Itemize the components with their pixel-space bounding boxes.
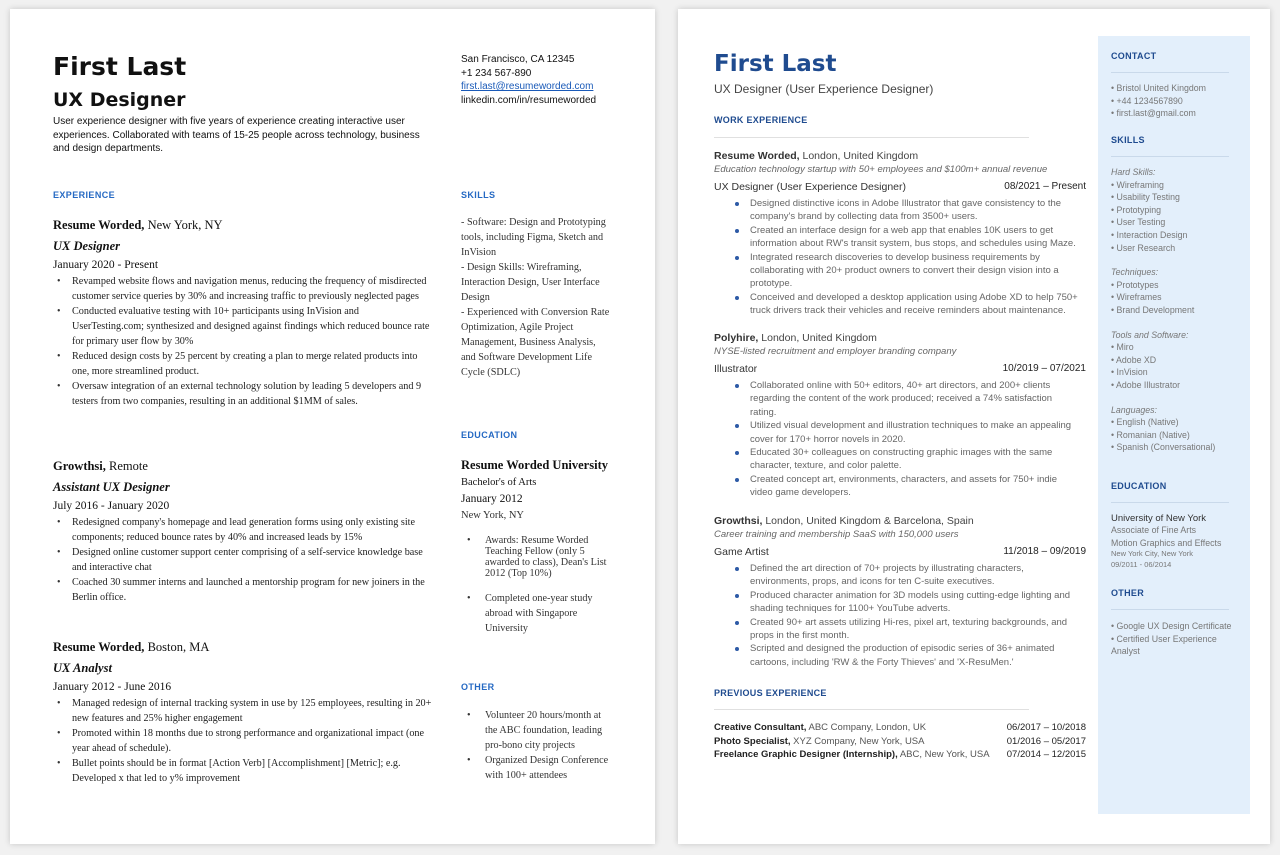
job-bullet: • Coached 30 summer interns and launched a mentorship program for new joiners in the Berlin office.	[53, 575, 433, 605]
previous-dates: 06/2017 – 10/2018	[1006, 722, 1086, 733]
technique-item: • Brand Development	[1111, 304, 1195, 315]
job-location: London, United Kingdom	[758, 332, 877, 344]
sidebar-divider	[1111, 72, 1229, 73]
sidebar-education-block	[1111, 513, 1246, 570]
sidebar-other-item: • Certified User Experience Analyst	[1111, 633, 1217, 657]
job-bullet: Created an interface design for a web app that enables 10K users to get information about RW's transit system, bus stops, and schedules using Maze.	[714, 224, 1086, 251]
job-role-row	[714, 546, 1086, 558]
job-location: London, United Kingdom	[799, 150, 919, 162]
job-entry	[714, 150, 1086, 318]
job-dates: January 2020 - Present	[53, 259, 159, 271]
sidebar-education-heading: EDUCATION	[1111, 481, 1167, 491]
job-company	[714, 150, 1086, 162]
job-bullet: • Revamped website flows and navigation menus, reducing the frequency of misdirected customer service queries by 30% and increasing traffic to previously neglected pages	[53, 274, 433, 304]
previous-experience-row	[714, 721, 1086, 735]
previous-company: XYZ Company, New York, USA	[790, 735, 925, 747]
job-dates: 11/2018 – 09/2019	[1003, 546, 1086, 557]
job-entry	[714, 332, 1086, 500]
other-item: • Organized Design Conference with 100+ attendees	[461, 753, 611, 783]
section-divider	[714, 709, 1029, 710]
job-bullet: Designed distinctive icons in Adobe Illustrator that gave consistency to the company's brand by collecting data from 3500+ users.	[714, 197, 1086, 224]
techniques-label: Techniques:	[1111, 267, 1159, 278]
sidebar-skills-heading: SKILLS	[1111, 135, 1145, 145]
job-company	[714, 515, 1086, 527]
job-role: UX Designer (User Experience Designer)	[714, 181, 906, 193]
skill-item: • Usability Testing	[1111, 192, 1180, 203]
other-heading: OTHER	[461, 682, 495, 692]
job-role: UX Designer	[53, 239, 121, 253]
job-bullets	[53, 696, 433, 786]
skill-item: • User Testing	[1111, 217, 1166, 228]
sidebar-education-school: University of New York	[1111, 513, 1207, 524]
previous-experience-heading: PREVIOUS EXPERIENCE	[714, 688, 827, 698]
job-bullets	[714, 562, 1086, 669]
languages-list	[1111, 416, 1246, 454]
job-bullet: • Managed redesign of internal tracking system in use by 125 employees, resulting in 20+ new features and 25% higher engagement	[53, 696, 433, 726]
candidate-title: UX Designer (User Experience Designer)	[714, 82, 934, 96]
sidebar-divider	[1111, 609, 1229, 610]
job-bullet: • Conducted evaluative testing with 10+ participants using InVision and UserTesting.com; synthesized and designed against findings which reduced bounce rate for primary user flow by 30%	[53, 304, 433, 349]
contact-phone: +1 234 567-890	[461, 67, 532, 79]
hard-skills-label: Hard Skills:	[1111, 167, 1156, 177]
technique-item: • Wireframes	[1111, 292, 1162, 303]
contact-block	[461, 53, 596, 107]
contact-linkedin: linkedin.com/in/resumeworded	[461, 94, 597, 106]
tools-label: Tools and Software:	[1111, 329, 1189, 340]
education-school: Resume Worded University	[461, 458, 608, 472]
skill-item: - Software: Design and Prototyping tools, including Figma, Sketch and InVision	[461, 217, 606, 258]
job-bullet: • Reduced design costs by 25 percent by creating a plan to merge related products into one, more streamlined product.	[53, 349, 433, 379]
tool-item: • Adobe Illustrator	[1111, 379, 1181, 390]
sidebar-education-major: Motion Graphics and Effects	[1111, 537, 1222, 548]
education-date: January 2012	[461, 493, 523, 505]
job-company-name: Growthsi,	[714, 515, 763, 527]
education-items	[461, 535, 611, 636]
language-item: • Spanish (Conversational)	[1111, 442, 1216, 453]
sidebar-skills-block	[1111, 166, 1246, 454]
job-bullets	[53, 515, 433, 605]
hard-skills-list	[1111, 179, 1246, 255]
education-item: • Awards: Resume Worded Teaching Fellow (only 5 awarded to class), Dean's List 2012 (Top 10%)	[461, 535, 611, 579]
job-bullet: • Designed online customer support center comprising of a self-service knowledge base and interactive chat	[53, 545, 433, 575]
job-bullet: • Bullet points should be in format [Action Verb] [Accomplishment] [Metric]; e.g. Developed x that led to y% improvement	[53, 756, 433, 786]
sidebar-education-location: New York City, New York	[1111, 549, 1193, 559]
previous-experience-row	[714, 735, 1086, 749]
job-bullet: Integrated research discoveries to develop business requirements by collaborating with 20+ product owners to convert their design vision into a prototype.	[714, 251, 1086, 291]
technique-item: • Prototypes	[1111, 279, 1159, 290]
job-bullet: • Oversaw integration of an external technology solution by leading 5 developers and 9 testers from two companies, resulting in an additional $1MM of sales.	[53, 379, 433, 409]
sidebar-education-degree: Associate of Fine Arts	[1111, 525, 1197, 535]
job-bullets	[53, 274, 433, 409]
previous-dates: 07/2014 – 12/2015	[1006, 749, 1086, 760]
job-role: Game Artist	[714, 546, 769, 558]
sidebar-other-item: • Google UX Design Certificate	[1111, 621, 1232, 631]
sidebar-contact-item: • +44 1234567890	[1111, 95, 1183, 106]
job-location: Remote	[105, 459, 148, 473]
sidebar-education-dates: 09/2011 - 06/2014	[1111, 559, 1172, 569]
job-bullet: • Promoted within 18 months due to strong performance and organizational impact (one year ahead of schedule).	[53, 726, 433, 756]
skill-item: - Design Skills: Wireframing, Interaction Design, User Interface Design	[461, 262, 600, 303]
previous-company: ABC Company, London, UK	[806, 722, 927, 733]
job-company-name: Resume Worded,	[53, 640, 145, 654]
skills-heading: SKILLS	[461, 190, 496, 200]
sidebar-contact-list	[1111, 82, 1243, 120]
job-company-description: Career training and membership SaaS with 150,000 users	[714, 529, 959, 540]
job-location: New York, NY	[144, 218, 223, 232]
languages-label: Languages:	[1111, 404, 1157, 415]
other-item: • Volunteer 20 hours/month at the ABC foundation, leading pro-bono city projects	[461, 708, 611, 753]
job-bullets	[714, 379, 1086, 500]
job-bullet: • Redesigned company's homepage and lead generation forms using only existing site components; reduced bounce rates by 40% and increased leads by 15%	[53, 515, 433, 545]
sidebar-divider	[1111, 502, 1229, 503]
language-item: • Romanian (Native)	[1111, 429, 1190, 440]
job-dates: July 2016 - January 2020	[53, 500, 170, 512]
other-list	[461, 708, 611, 783]
skills-list	[461, 215, 611, 380]
job-company	[53, 218, 433, 233]
job-bullet: Defined the art direction of 70+ projects by illustrating characters, environments, props, and icons for ten C-suite executives.	[714, 562, 1086, 589]
tool-item: • Miro	[1111, 342, 1134, 353]
sidebar-contact-heading: CONTACT	[1111, 51, 1157, 61]
tool-item: • InVision	[1111, 367, 1148, 378]
resume-page-left	[10, 9, 655, 844]
sidebar-contact-item: • first.last@gmail.com	[1111, 108, 1196, 119]
previous-experience-list	[714, 721, 1086, 762]
job-role: Illustrator	[714, 363, 758, 375]
job-dates: January 2012 - June 2016	[53, 681, 172, 693]
job-bullet: Created concept art, environments, characters, and assets for 750+ indie video game developers.	[714, 473, 1086, 500]
education-item: • Completed one-year study abroad with Singapore University	[461, 591, 611, 636]
job-company-description: NYSE-listed recruitment and employer branding company	[714, 346, 957, 357]
job-bullet: Created 90+ art assets utilizing Hi-res, pixel art, texturing backgrounds, and props in the first month.	[714, 616, 1086, 643]
job-location: London, United Kingdom & Barcelona, Spain	[762, 515, 974, 527]
sidebar-other-list	[1111, 620, 1243, 658]
previous-experience-row	[714, 748, 1086, 762]
job-bullet: Utilized visual development and illustration techniques to make an appealing cover for 170+ horror novels in 2020.	[714, 419, 1086, 446]
sidebar-divider	[1111, 156, 1229, 157]
job-company	[53, 640, 433, 655]
tool-item: • Adobe XD	[1111, 354, 1157, 365]
job-bullet: Collaborated online with 50+ editors, 40+ art directors, and 200+ clients regarding the content of the work produced; received a 74% satisfaction rating.	[714, 379, 1086, 419]
job-company	[53, 459, 433, 474]
job-company-name: Resume Worded,	[53, 218, 145, 232]
job-company-name: Resume Worded,	[714, 150, 800, 162]
resume-page-right	[678, 9, 1270, 844]
sidebar-contact-item: • Bristol United Kingdom	[1111, 83, 1207, 93]
contact-email-link[interactable]: first.last@resumeworded.com	[461, 81, 594, 92]
skill-item: - Experienced with Conversion Rate Optimization, Agile Project Management, Business Analysis, and Software Development Life Cycle (SDLC)	[461, 307, 610, 378]
previous-role: Creative Consultant,	[714, 722, 807, 733]
candidate-title: UX Designer	[53, 89, 186, 111]
techniques-list	[1111, 279, 1246, 317]
job-entry	[53, 640, 433, 786]
skill-item: • Wireframing	[1111, 179, 1164, 190]
job-bullet: Produced character animation for 3D models using cutting-edge lighting and shading techniques for 1100+ YouTube adverts.	[714, 589, 1086, 616]
experience-heading: EXPERIENCE	[53, 190, 116, 200]
education-degree: Bachelor's of Arts	[461, 477, 537, 488]
education-location: New York, NY	[461, 510, 525, 521]
contact-location: San Francisco, CA 12345	[461, 54, 575, 65]
candidate-name: First Last	[53, 52, 187, 81]
job-dates: 10/2019 – 07/2021	[1002, 363, 1086, 374]
tools-list	[1111, 341, 1246, 391]
job-entry	[53, 459, 433, 605]
job-role: UX Analyst	[53, 661, 112, 675]
job-entry	[714, 515, 1086, 669]
job-bullets	[714, 197, 1086, 318]
section-divider	[714, 137, 1029, 138]
job-role-row	[714, 181, 1086, 193]
job-bullet: Conceived and developed a desktop application using Adobe XD to help 750+ truck drivers track their vehicles and receive reminders about maintenance.	[714, 291, 1086, 318]
summary-text: User experience designer with five years of experience creating interactive user experiences. Collaborated with teams of 15-25 people across technology, business and design departments.	[53, 116, 420, 154]
job-company-name: Growthsi,	[53, 459, 106, 473]
job-bullet: Educated 30+ colleagues on constructing graphic images with the same character, texture, and color palette.	[714, 446, 1086, 473]
job-dates: 08/2021 – Present	[1004, 181, 1086, 192]
previous-dates: 01/2016 – 05/2017	[1006, 735, 1086, 747]
job-company	[714, 332, 1086, 344]
job-entry	[53, 218, 433, 409]
sidebar-other-heading: OTHER	[1111, 588, 1144, 598]
skill-item: • User Research	[1111, 242, 1176, 253]
previous-role: Freelance Graphic Designer (Internship),	[714, 749, 898, 760]
job-role: Assistant UX Designer	[53, 480, 170, 494]
candidate-name: First Last	[714, 51, 837, 77]
resume-sidebar	[1098, 36, 1250, 814]
language-item: • English (Native)	[1111, 417, 1179, 428]
job-role-row	[714, 363, 1086, 375]
job-company-description: Education technology startup with 50+ employees and $100m+ annual revenue	[714, 164, 1048, 175]
education-heading: EDUCATION	[461, 430, 518, 440]
work-experience-heading: WORK EXPERIENCE	[714, 115, 808, 125]
skill-item: • Interaction Design	[1111, 229, 1188, 240]
job-company-name: Polyhire,	[714, 332, 759, 344]
previous-role: Photo Specialist,	[714, 735, 791, 747]
job-bullet: Scripted and designed the production of episodic series of 36+ animated cartoons, including 'RW & the Forty Thieves' and 'X-ResuMen.'	[714, 642, 1086, 669]
education-block	[461, 458, 611, 636]
previous-company: ABC, New York, USA	[897, 749, 990, 760]
job-location: Boston, MA	[144, 640, 210, 654]
skill-item: • Prototyping	[1111, 204, 1162, 215]
